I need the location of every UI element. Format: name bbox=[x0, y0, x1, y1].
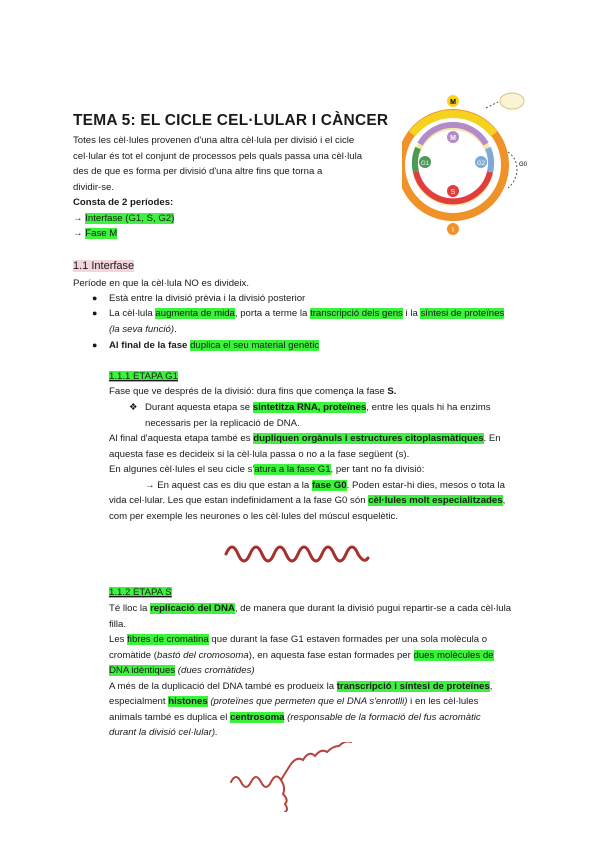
section-heading-g1: 1.1.1 ETAPA G1 bbox=[109, 371, 178, 382]
period-interfase: → Interfase (G1, S, G2) bbox=[73, 212, 175, 224]
bullet-icon: ● bbox=[92, 293, 98, 303]
label-g0: G0 bbox=[519, 162, 528, 168]
g2-arc bbox=[488, 148, 491, 172]
consta-label: Consta de 2 períodes: bbox=[73, 197, 174, 208]
page-title: TEMA 5: EL CICLE CEL·LULAR I CÀNCER bbox=[73, 112, 389, 129]
chromatin-fiber-icon bbox=[222, 536, 372, 566]
g0-arrow bbox=[508, 152, 517, 188]
label-m-inner: M bbox=[450, 135, 456, 142]
label-g1: G1 bbox=[420, 161, 430, 167]
intro-line-4: dividir-se. bbox=[73, 181, 115, 193]
diamond-bullet-icon: ❖ bbox=[129, 402, 138, 413]
g1-sub-bullet: Durant aquesta etapa se sintetitza RNA, proteïnes, entre les quals hi ha enzims necessaris per la replicació de DNA. bbox=[145, 402, 491, 429]
label-g2: G2 bbox=[476, 161, 486, 167]
interfase-bullet-1: Està entre la divisió prèvia i la divisió posterior bbox=[109, 293, 306, 304]
intro-line-1: Totes les cèl·lules provenen d'una altra cèl·lula per divisió i el cicle bbox=[73, 135, 355, 146]
section-heading-interfase: 1.1 Interfase bbox=[73, 260, 135, 272]
bullet-icon: ● bbox=[92, 340, 98, 350]
g1-arc bbox=[415, 148, 418, 172]
cell-cycle-diagram bbox=[402, 92, 532, 240]
bullet-icon: ● bbox=[92, 308, 98, 318]
section-heading-s: 1.1.2 ETAPA S bbox=[109, 587, 172, 598]
s-body: Té lloc la replicació del DNA, de manera que durant la divisió pugui repartir-se a cada cèl·lula filla. Les fibres de cromatina que durant la fase G1 estaven formades per una sola molècula o cromàtide (bastó del cromosoma), en aquesta fase estan formades per dues molècules de DNA idèntiques (dues cromàtides) A més de la duplicació del DNA també es produeix la transcripció i síntesi de proteïnes, especialment histones (proteïnes que permeten que el DNA s'enrotlli) i en les cèl·lules animals també es duplica el centrosoma (responsable de la formació del fus acromàtic durant la divisió cel·lular). bbox=[109, 603, 512, 738]
interfase-desc: Període en que la cèl·lula NO es divideix. bbox=[73, 278, 249, 289]
label-s: S bbox=[450, 189, 456, 196]
duplicated-chromatin-icon bbox=[225, 742, 365, 812]
g1-body-2: Al final d'aquesta etapa també es dupliquen orgànuls i estructures citoplasmàtiques. En aquesta fase es decideix si la cèl·lula passa o no a la fase següent (s). En algunes cèl·lules el seu cicle s'atura a la fase G1, per tant no fa divisió: → En aquest cas es diu que estan a la fase G0. Poden estar-hi dies, mesos o tota la vida cel·lular. Les que estan indefinidament a la fase G0 són cèl·lules molt especialitzades, com per exemple les neurones o les cèl·lules del múscul esquelètic. bbox=[109, 433, 506, 522]
interfase-bullet-2: La cèl·lula augmenta de mida, porta a terme la transcripció dels gens i la síntesi de proteïnes (la seva funció). bbox=[109, 308, 505, 335]
intro-line-2: cel·lular és tot el conjunt de processos pels quals passa una cèl·lula bbox=[73, 150, 363, 162]
intro-paragraph bbox=[73, 133, 362, 242]
g1-body: Fase que ve després de la divisió: dura fins que comença la fase S. bbox=[109, 386, 397, 397]
interfase-bullet-3: Al final de la fase duplica el seu material genètic bbox=[109, 340, 320, 351]
dividing-cell-icon bbox=[500, 93, 524, 109]
label-i: I bbox=[452, 227, 454, 234]
label-m-outer: M bbox=[450, 99, 456, 106]
intro-line-3: des de que es forma per divisió d'una altre fins que torna a bbox=[73, 166, 323, 177]
period-fase-m: → Fase M bbox=[73, 228, 118, 239]
cell-arrow bbox=[486, 102, 498, 108]
